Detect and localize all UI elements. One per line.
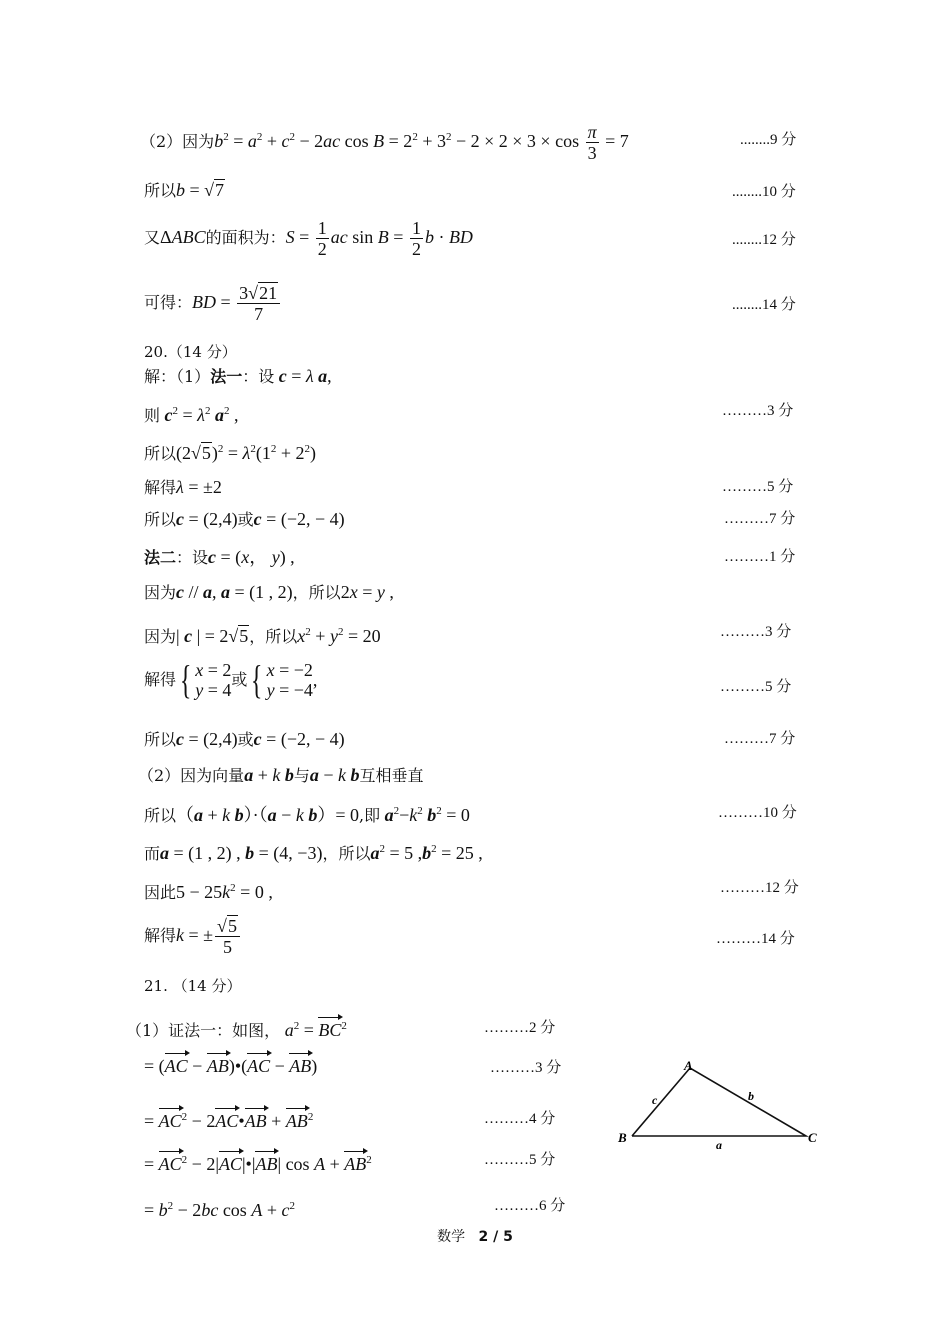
line-method1-intro: 解：（1）法一：设 c = λ a, — [144, 366, 332, 386]
score-14b: ………14 分 — [716, 931, 795, 947]
line-area: 又ΔABC的面积为：S = $\frac{1}{2}$ ac sin B = $\frac{1}{2}$ b · BD — [144, 218, 473, 259]
text-yinci: 因此 — [144, 883, 177, 902]
triangle-figure — [612, 1056, 832, 1156]
text-huo-3: 或 — [237, 730, 254, 749]
fraction-3sqrt21-7: $\frac{3√21}{7}$ — [237, 283, 280, 324]
line-bd: 可得：BD = $\frac{3√21}{7}$ — [144, 283, 282, 324]
text-p2: （2）因为 — [140, 132, 215, 151]
score-7b: ………7 分 — [724, 731, 796, 747]
line-c-result-2: 所以c = (2,4)或c = (−2, − 4) — [144, 729, 345, 749]
score-5a: ………5 分 — [722, 479, 794, 495]
text-huo: 或 — [237, 510, 254, 529]
text-proof1: （1）证法一：如图， — [126, 1021, 281, 1040]
text-kede: 可得： — [144, 293, 193, 312]
text-suoyi-c-3: ，所以 — [322, 844, 371, 863]
text-suoyi: 所以 — [144, 181, 177, 200]
side-label-b: b — [748, 1089, 754, 1103]
score-10: ........10 分 — [732, 184, 796, 200]
text-yinwei: 因为 — [144, 583, 177, 602]
text-ji: ,即 — [358, 806, 381, 825]
line-proof-2: = (AC − AB)•(AC − AB) — [144, 1056, 318, 1076]
line-c-squared: 则 $c^2 = \lambda^2$ $a^2$ , — [144, 405, 239, 425]
score-7a: ………7 分 — [724, 511, 796, 527]
score-6: ………6 分 — [494, 1198, 566, 1214]
line-system: 解得{ x = 2 y = 4 或{ x = −2 y = −4 , — [144, 657, 318, 702]
line-parallel: 因为c // a, a = (1 , 2)，所以2x = y , — [144, 582, 394, 602]
line-proof-3: = $AC^2$ − 2AC•AB + $AB^2$ — [144, 1111, 314, 1131]
text-p2b-b: 与 — [293, 766, 310, 785]
score-3a: ………3 分 — [722, 403, 794, 419]
text-suoyi-4: 所以 — [144, 730, 177, 749]
text-area-label: 的面积为： — [205, 228, 286, 247]
footer-subject: 数学 — [437, 1229, 466, 1245]
fraction-half-1: $\frac{1}{2}$ — [317, 218, 327, 259]
text-jie: 解：（1） — [144, 367, 211, 386]
side-label-c: c — [652, 1093, 658, 1107]
line-part2-perpendicular: （2）因为向量a + k b与a − k b互相垂直 — [138, 765, 424, 785]
line-lambda: 解得λ = ±2 — [144, 477, 222, 497]
score-14: ........14 分 — [732, 297, 796, 313]
fraction-half-2: $\frac{1}{2}$ — [411, 218, 421, 259]
score-5b: ………5 分 — [720, 679, 792, 695]
text-she-2: ：设 — [176, 548, 209, 567]
fraction-pi-3: $\frac{\pi}{3}$ — [587, 122, 597, 163]
line-proof-4: = $AC^2$ − 2|AC|•|AB| $\cos A + AB^2$ — [144, 1154, 372, 1174]
text-jiede: 解得 — [144, 478, 177, 497]
side-label-a: a — [716, 1138, 722, 1152]
line-norm: 因为| c | = 2√5，所以$x^2 + y^2 = 20$ — [144, 626, 381, 646]
score-10b: ………10 分 — [718, 805, 797, 821]
text-p2b-a: （2）因为向量 — [138, 766, 245, 785]
text-er: 而 — [144, 844, 161, 863]
line-magnitude: 所以$(2√5)^2 = \lambda^2(1^2 + 2^2)$ — [144, 443, 316, 463]
vertex-label-a: A — [684, 1058, 693, 1073]
text-yinwei-2: 因为 — [144, 627, 177, 646]
line-k-result: 解得k = ± $\frac{√5}{5}$ — [144, 916, 242, 957]
text-suoyi-c-2: ，所以 — [249, 627, 298, 646]
fraction-sqrt5-5: $\frac{√5}{5}$ — [215, 916, 240, 957]
score-3c: ………3 分 — [490, 1060, 562, 1076]
score-5c: ………5 分 — [484, 1152, 556, 1168]
text-suoyi-2: 所以 — [144, 444, 177, 463]
score-12b: ………12 分 — [720, 880, 799, 896]
text-jiede-3: 解得 — [144, 926, 177, 945]
line-equation-k: 因此$5 - 25k^2 = 0$ , — [144, 882, 273, 902]
triangle-outline — [632, 1068, 806, 1136]
text-fa1: 法一 — [210, 367, 243, 386]
text-suoyi-5: 所以 — [144, 806, 177, 825]
question-21-header: 21. （14 分） — [144, 977, 242, 995]
score-1: ………1 分 — [724, 549, 796, 565]
line-vector-values: 而a = (1 , 2) , b = (4, −3)，所以$a^2 = 5$ $,b^2 = 25$ , — [144, 843, 483, 863]
text-p2b-c: 互相垂直 — [359, 766, 424, 785]
score-9: ........9 分 — [740, 132, 797, 148]
line-dot-product: 所以（a + k b）·（a − k b）= 0,即 $a^2-k^2$ $b^2 = 0$ — [144, 805, 470, 825]
vertex-label-b: B — [618, 1130, 627, 1145]
score-12: ........12 分 — [732, 232, 796, 248]
text-ze: 则 — [144, 406, 161, 425]
text-suoyi-c: ，所以 — [292, 583, 341, 602]
line-method2-intro: 法二：设c = (x， y) , — [144, 547, 295, 567]
text-huo-2: 或 — [231, 670, 248, 689]
text-she: ：设 — [242, 367, 275, 386]
score-3b: ………3 分 — [720, 624, 792, 640]
question-20-header: 20.（14 分） — [144, 343, 237, 361]
line-proof-1: （1）证法一：如图， $a^2 = BC^2$ — [126, 1020, 347, 1040]
score-2: ………2 分 — [484, 1020, 556, 1036]
text-suoyi-3: 所以 — [144, 510, 177, 529]
line-proof-5: = $b^2 - 2bc$ $\cos A + c^2$ — [144, 1200, 295, 1220]
line-c-result-1: 所以c = (2,4)或c = (−2, − 4) — [144, 509, 345, 529]
line-law-of-cosines: （2）因为$b^2 = a^2 + c^2 - 2ac$ $\cos B = 2^2 + 3^2 - 2 \times 2 \times 3 \times \cos$ $\frac{\pi}{3}$ = 7 — [140, 122, 629, 163]
line-b-sqrt7: 所以b = √7 — [144, 180, 225, 200]
score-4: ………4 分 — [484, 1111, 556, 1127]
text-jiede-2: 解得 — [144, 670, 177, 689]
text-fa2: 法二 — [144, 548, 177, 567]
page-footer — [0, 1226, 950, 1246]
footer-page-number: 2 / 5 — [478, 1229, 513, 1245]
vertex-label-c: C — [808, 1130, 817, 1145]
text-you: 又 — [144, 228, 161, 247]
